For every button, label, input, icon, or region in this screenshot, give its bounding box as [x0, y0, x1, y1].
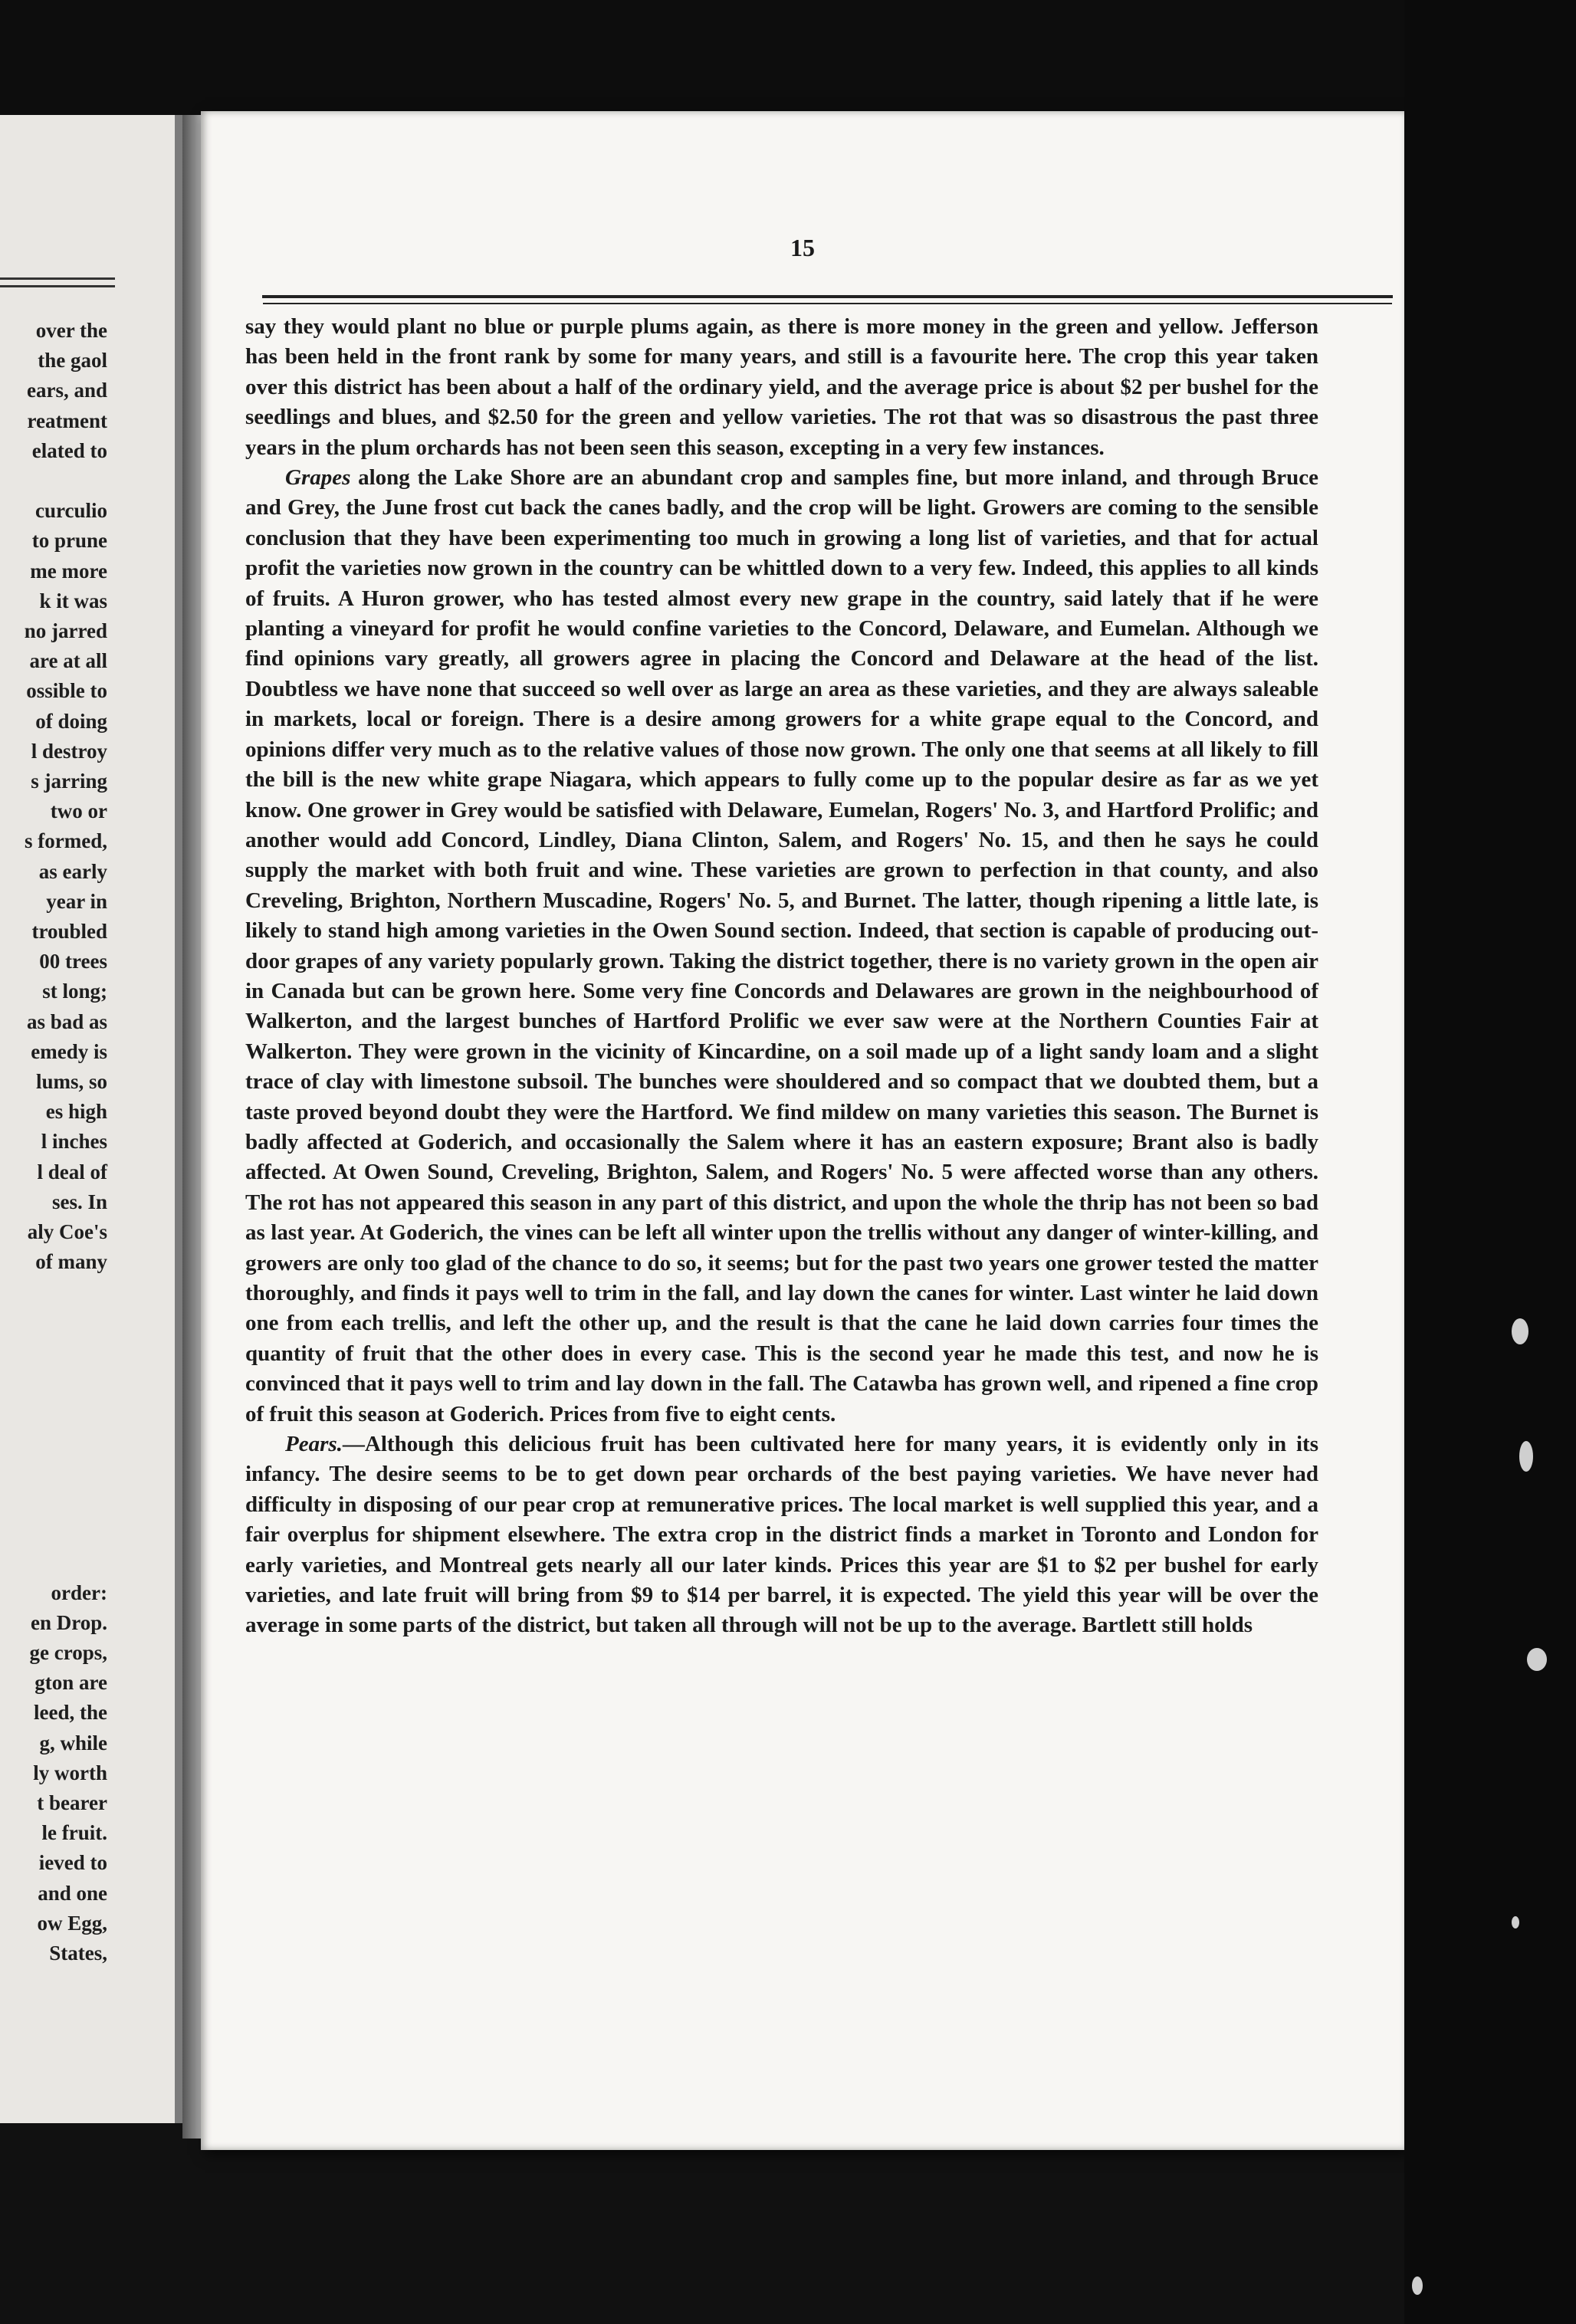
left-page-line: ge crops, [29, 1640, 107, 1664]
left-page-line: en Drop. [30, 1610, 107, 1634]
left-page-line: lums, so [35, 1070, 107, 1094]
left-page-line: as bad as [26, 1009, 107, 1033]
paragraph-lead: Pears. [285, 1432, 343, 1457]
left-page-line: emedy is [31, 1039, 107, 1063]
left-page-line: to prune [31, 529, 107, 553]
left-page-line: st long; [42, 980, 107, 1003]
left-page-line [0, 1488, 107, 1518]
left-page-line: over the [35, 319, 107, 342]
left-page-line: me more [30, 559, 107, 583]
paragraph-text: say they would plant no blue or purple plums again, as there is more money in the green and yellow. Jefferson has been held in the front rank by some for many years, and still is a favourite here. The crop this year taken over this district has been about a half of the ordinary yield, and the average price is about $2 per bushel for the seedlings and blues, and $2.50 for the green and yellow varieties. The rot that was so disastrous the past three years in the plum orchards has not been seen this season, excepting in a very few instances. [245, 314, 1318, 460]
left-page-line: ses. In [51, 1190, 107, 1213]
left-page-line: ow Egg, [37, 1911, 107, 1935]
book-gutter [182, 115, 202, 2139]
left-page-line [0, 1308, 107, 1338]
left-page-line: l deal of [37, 1160, 107, 1183]
left-page-line: es high [45, 1100, 107, 1124]
scan-background-top [0, 0, 1576, 115]
left-page-line: ly worth [33, 1761, 107, 1784]
left-page-header-rule [0, 277, 115, 280]
left-page-line: two or [50, 799, 107, 823]
left-page-line: ossible to [26, 679, 107, 703]
left-page-line: 00 trees [39, 950, 107, 973]
left-page-line [0, 1338, 107, 1367]
left-page-line: k it was [39, 589, 107, 612]
left-page-line [0, 466, 107, 496]
left-page-line: are at all [29, 649, 107, 673]
paragraph-lead: Grapes [285, 465, 351, 491]
left-page-line: no jarred [24, 619, 107, 643]
paragraph-grapes [245, 463, 1318, 1430]
left-page-line [0, 1428, 107, 1458]
left-page-text [0, 316, 107, 1968]
dust-speck [1412, 2276, 1423, 2295]
left-page-line: and one [38, 1881, 107, 1905]
left-page-line [0, 1367, 107, 1397]
left-page-line: aly Coe's [27, 1220, 107, 1244]
left-page-line: order: [51, 1581, 107, 1604]
left-page-line: year in [46, 889, 107, 913]
left-page-line: ears, and [26, 379, 107, 402]
dust-speck [1527, 1648, 1547, 1671]
left-page-line: g, while [39, 1731, 107, 1754]
left-page-line: as early [38, 859, 107, 883]
paragraph-text: along the Lake Shore are an abundant crop and samples fine, but more inland, and through Bruce and Grey, the June frost cut back the canes badly, and the crop will be light. Growers are coming to the sensible conclusion that they have been experimenting too much in growing a long list of varieties, and that for actual profit the varieties now grown in the country can be whittled down to a very few. Indeed, this applies to all kinds of fruits. A Huron grower, who has tested almost every new grape in the country, said lately that if he were planting a vineyard for profit he would confine varieties to the Concord, Delaware, and Eumelan. Although we find opinions vary greatly, all growers agree in placing the Concord and Delaware at the head of the list. Doubtless we have none that succeed so well over as large an area as these varieties, and they are always saleable in markets, local or foreign. There is a desire among growers for a white grape equal to the Concord, and opinions differ very much as to the relative values of those now grown. The only one that seems at all likely to fill the bill is the new white grape Niagara, which appears to fully come up to the popular desire as far as we yet know. One grower in Grey would be satisfied with Delaware, Eumelan, Rogers' No. 3, and Hartford Prolific; and another would add Concord, Lindley, Diana Clinton, Salem, and Rogers' No. 15, and then he says he could supply the market with both fruit and wine. These varieties are grown to perfection in that county, and also Creveling, Brighton, Northern Muscadine, Rogers' No. 5, and Burnet. The latter, though ripening a little late, is likely to stand high among varieties in the Owen Sound section. Indeed, that section is capable of producing out-door grapes of any variety popularly grown. Taking the district together, there is no variety grown in the open air in Canada but can be grown here. Some very fine Concords and Delawares are grown in the neighbourhood of Walkerton, and the largest bunches of Hartford Prolific we ever saw were at the Northern Counties Fair at Walkerton. They were grown in the vicinity of Kincardine, on a soil made up of a light sandy loam and a slight trace of clay with limestone subsoil. The bunches were shouldered and so compact that we doubted them, but a taste proved beyond doubt they were the Hartford. We find mildew on many varieties this season. The Burnet is badly affected at Goderich, and occasionally the Salem where it has an eastern exposure; Brant also is badly affected. At Owen Sound, Creveling, Brighton, Salem, and Rogers' No. 5 were affected worse than any others. The rot has not appeared this season in any part of this district, and upon the whole the thrip has not been so bad as last year. At Goderich, the vines can be left all winter upon the trellis without any danger of winter-killing, and growers are only too glad of the chance to do so, it seems; but for the past two years one grower tested the matter thoroughly, and finds it pays well to trim in the fall, and lay down the canes for winter. Last winter he laid down one from each trellis, and left the other up, and the result is that the cane he laid down carries four times the quantity of fruit that the other does in every case. This is the second year he made this test, and now he is convinced that it pays well to trim and lay down in the fall. The Catawba has grown well, and ripened a fine crop of fruit this season at Goderich. Prices from five to eight cents. [245, 465, 1318, 1426]
left-page-line: troubled [31, 920, 107, 944]
left-page-line [0, 1518, 107, 1548]
left-page-line [0, 1458, 107, 1488]
page-number: 15 [790, 234, 815, 261]
left-page-line: s jarring [31, 770, 107, 793]
page-body [245, 312, 1318, 1641]
paragraph-text: —Although this delicious fruit has been cultivated here for many years, it is evidently only in its infancy. The desire seems to be to get down pear orchards of the best paying varieties. We have never had difficulty in disposing of our pear crop at remunerative prices. The local market is well supplied this year, and a fair overplus for shipment elsewhere. The extra crop in the district finds a market in Toronto and London for early varieties, and Montreal gets nearly all our later kinds. Prices this year are $1 to $2 per bushel for early varieties, and late fruit will bring from $9 to $14 per barrel, it is expected. The yield this year will be over the average in some parts of the district, but taken all through will not be up to the average. Bartlett still holds [245, 1432, 1318, 1638]
left-page-line: elated to [31, 438, 107, 462]
left-page-line: le fruit. [41, 1821, 107, 1845]
main-page [201, 111, 1404, 2150]
left-facing-page [0, 115, 182, 2123]
left-page-line: s formed, [25, 829, 107, 853]
left-page-line [0, 1278, 107, 1308]
left-page-line: l inches [41, 1130, 107, 1154]
left-page-line: of many [35, 1250, 107, 1274]
left-page-line: t bearer [37, 1791, 107, 1814]
left-page-line: ieved to [38, 1851, 107, 1875]
scan-background-right [1404, 0, 1576, 2324]
header-rule [262, 295, 1393, 298]
left-page-line: States, [49, 1941, 107, 1965]
left-page-line: the gaol [38, 349, 107, 373]
left-page-line [0, 1548, 107, 1577]
left-page-line [0, 1397, 107, 1427]
left-page-line: of doing [35, 709, 107, 733]
paragraph-plums [245, 312, 1318, 463]
left-page-line: l destroy [31, 739, 107, 763]
dust-speck [1519, 1441, 1533, 1472]
paragraph-pears [245, 1430, 1318, 1641]
left-page-line: leed, the [34, 1701, 107, 1725]
dust-speck [1512, 1916, 1519, 1928]
left-page-line: reatment [27, 409, 107, 432]
dust-speck [1512, 1318, 1528, 1344]
left-page-line: curculio [35, 499, 107, 523]
left-page-line: gton are [34, 1671, 107, 1695]
